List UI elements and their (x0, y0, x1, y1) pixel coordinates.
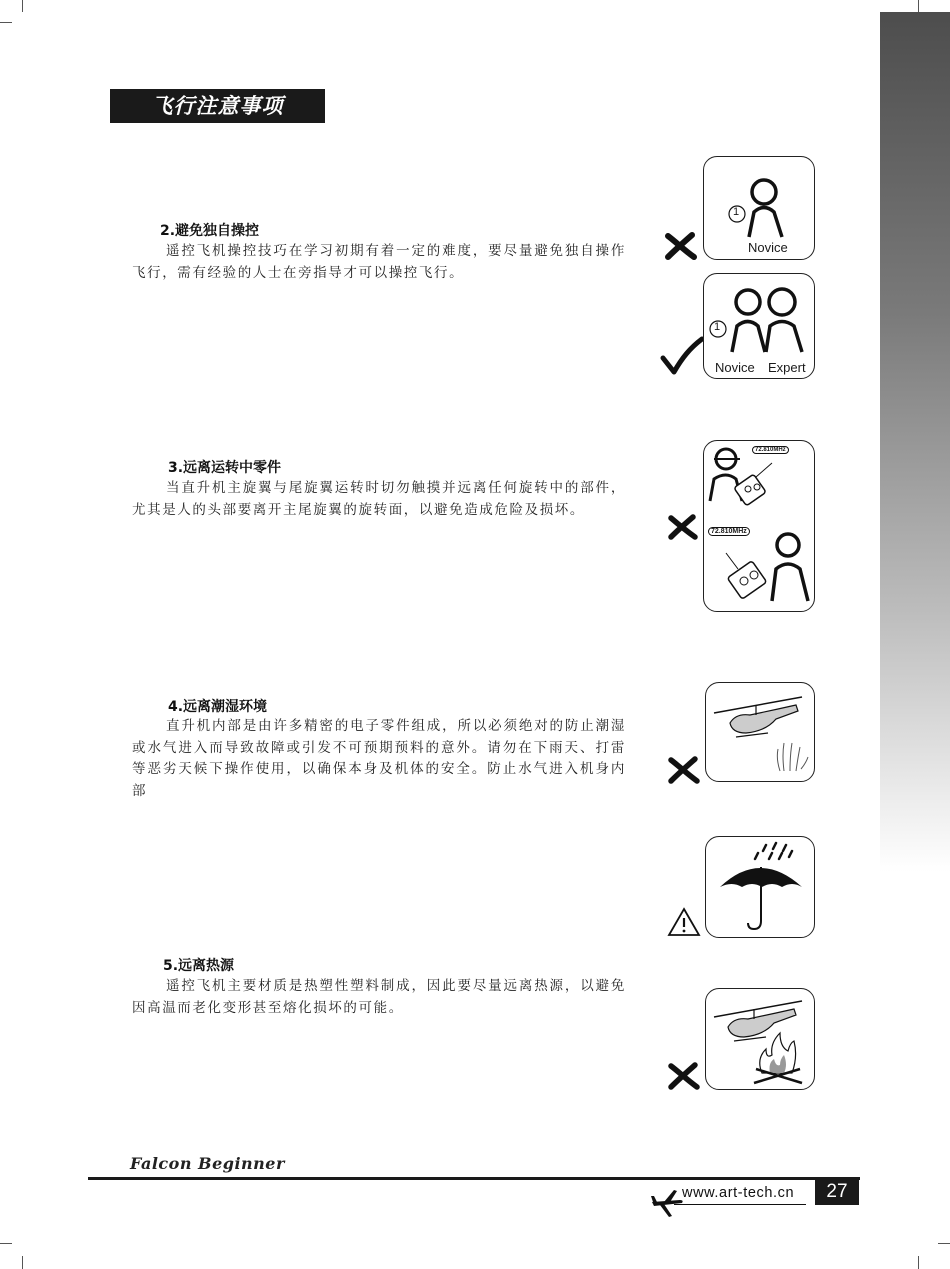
side-gradient-bar (880, 12, 950, 872)
step-number: 1 (733, 206, 740, 218)
cross-icon (668, 514, 698, 540)
helicopter-fire-icon (706, 989, 814, 1089)
novice-label: Novice (748, 240, 788, 255)
frequency-label: 72.810MHz (708, 527, 750, 536)
crop-mark (0, 22, 12, 23)
helicopter-icon (706, 683, 814, 781)
section-body: 直升机内部是由许多精密的电子零件组成，所以必须绝对的防止潮湿或水气进入而导致故障或引发不可预期预料的意外。请勿在下雨天、打雷等恶劣天候下操作使用，以确保本身及机体的安全。防止水气进入机身内部 (132, 718, 626, 799)
crop-mark (22, 0, 23, 12)
section-body: 遥控飞机操控技巧在学习初期有着一定的难度，要尽量避免独自操作飞行，需有经验的人士在旁指导才可以操控飞行。 (132, 243, 626, 281)
helicopter-hand-illustration (705, 682, 815, 782)
novice-expert-illustration (703, 273, 815, 379)
step-number: 1 (714, 321, 721, 333)
check-icon (660, 336, 704, 380)
crop-mark (0, 1243, 12, 1244)
brand-logo: Falcon Beginner (130, 1154, 285, 1173)
cross-icon (668, 1062, 700, 1090)
section-heading: 5.远离热源 (163, 958, 235, 974)
airplane-icon (650, 1188, 684, 1218)
warning-icon (666, 906, 702, 938)
expert-label: Expert (768, 360, 806, 375)
website-url: www.art-tech.cn (682, 1185, 795, 1201)
url-underline (674, 1204, 806, 1205)
section-body: 遥控飞机主要材质是热塑性塑料制成，因此要尽量远离热源，以避免因高温而老化变形甚至熔化损坏的可能。 (132, 978, 626, 1016)
people-transmitter-icon (704, 441, 814, 611)
footer-divider (88, 1177, 860, 1180)
novice-alone-illustration (703, 156, 815, 260)
crop-mark (22, 1256, 23, 1269)
crop-mark (918, 0, 919, 12)
helicopter-fire-illustration (705, 988, 815, 1090)
page-number: 27 (815, 1178, 859, 1205)
frequency-label: 72.810MHz (752, 446, 789, 454)
section-heading: 4.远离潮湿环境 (168, 699, 268, 715)
section-heading: 3.远离运转中零件 (168, 460, 282, 476)
cross-icon (668, 756, 700, 784)
novice-label: Novice (715, 360, 755, 375)
cross-icon (664, 232, 698, 260)
section-body: 当直升机主旋翼与尾旋翼运转时切勿触摸并远离任何旋转中的部件，尤其是人的头部要离开主尾旋翼的旋转面，以避免造成危险及损坏。 (132, 480, 626, 518)
umbrella-icon (706, 837, 814, 937)
page-title: 飞行注意事项 (110, 89, 325, 123)
section-heading: 2.避免独自操控 (160, 223, 260, 239)
umbrella-rain-illustration (705, 836, 815, 938)
crop-mark (938, 1243, 950, 1244)
transmitter-frequency-illustration (703, 440, 815, 612)
crop-mark (918, 1256, 919, 1269)
